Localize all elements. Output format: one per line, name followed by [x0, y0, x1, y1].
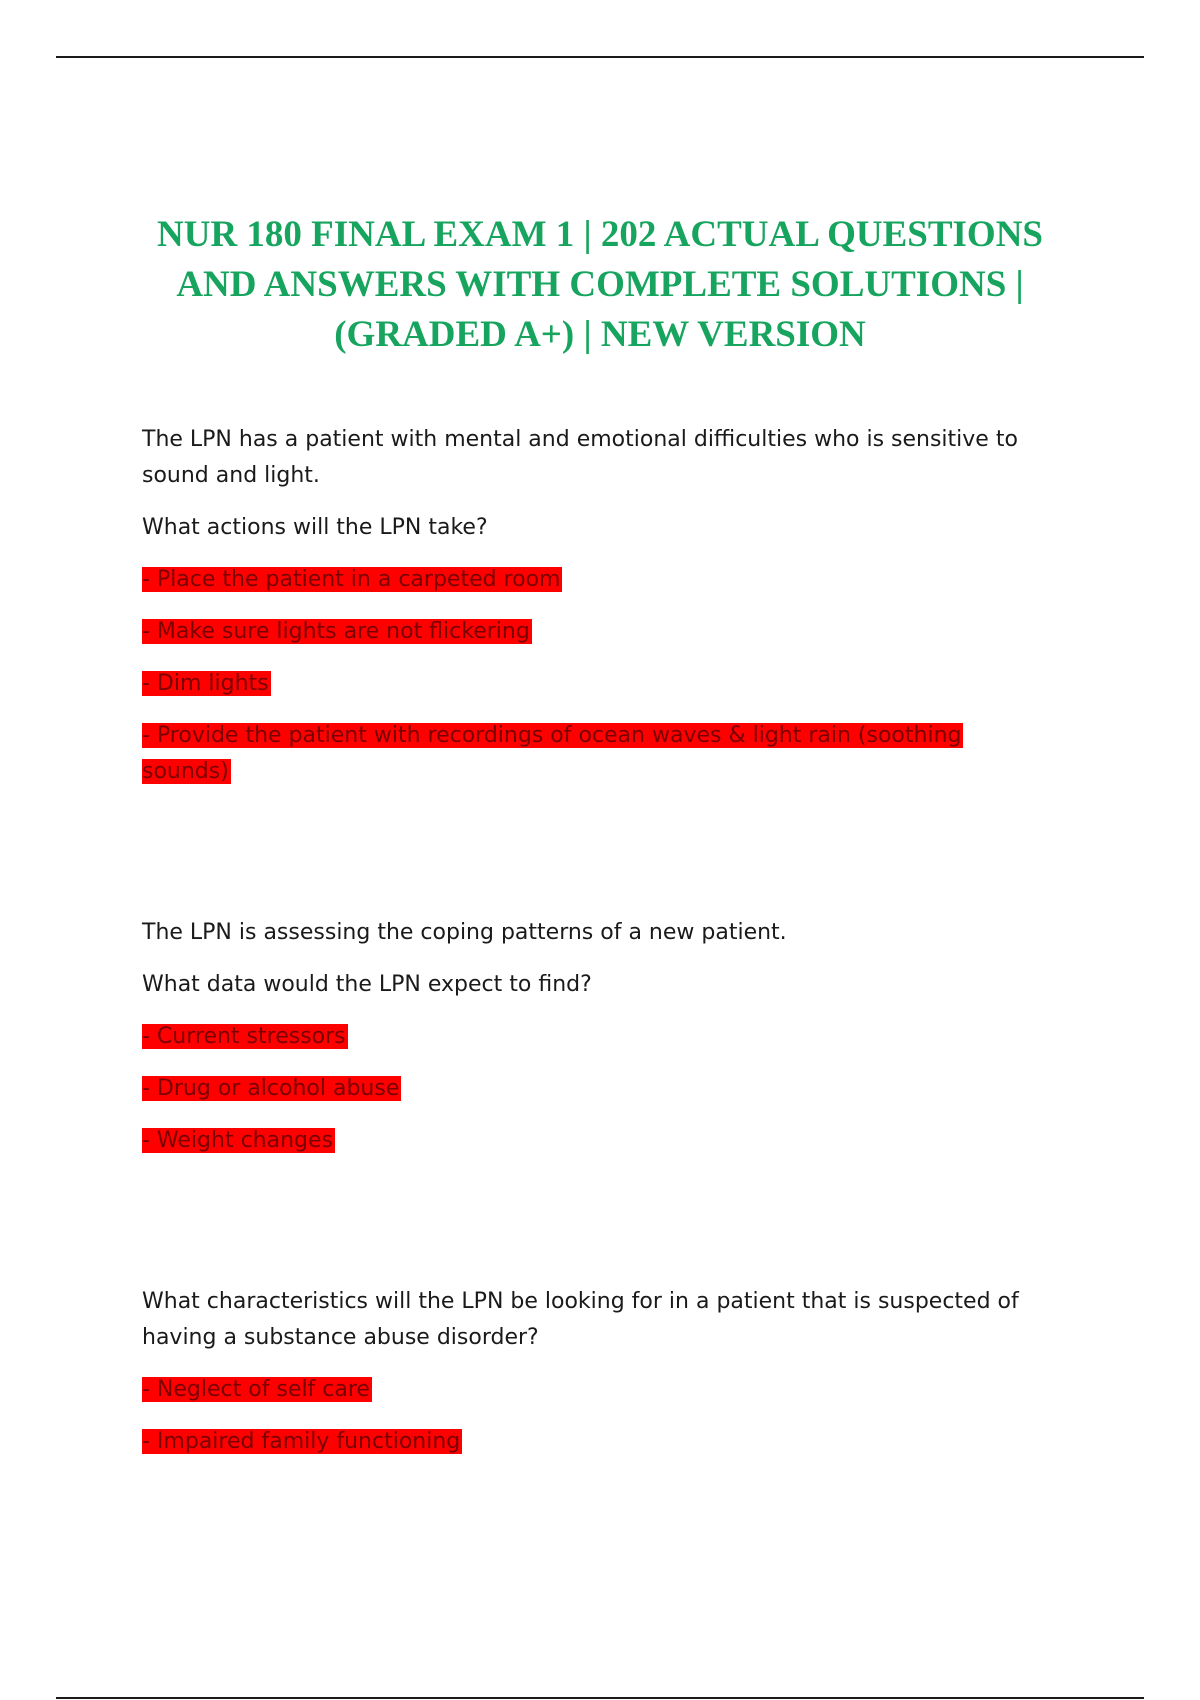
document-title: NUR 180 FINAL EXAM 1 | 202 ACTUAL QUESTIONS AND ANSWERS WITH COMPLETE SOLUTIONS | (GRADED A+) | NEW VERSION	[157, 214, 1043, 355]
answer-item	[142, 562, 1052, 598]
answer-item	[142, 1123, 1052, 1159]
question-stem: The LPN has a patient with mental and emotional difficulties who is sensitive to sound and light.	[142, 427, 1018, 488]
highlighted-answer: - Impaired family functioning	[142, 1429, 461, 1454]
answer-item	[142, 666, 1052, 702]
answer-item	[142, 1424, 1052, 1460]
highlighted-answer: - Provide the patient with recordings of ocean waves & light rain (soothing sounds)	[142, 723, 962, 784]
highlighted-answer: - Make sure lights are not flickering	[142, 619, 530, 644]
highlighted-answer: - Neglect of self care	[142, 1377, 370, 1402]
question-text: What actions will the LPN take?	[142, 515, 488, 540]
question-block-1	[142, 422, 1052, 790]
answer-item	[142, 614, 1052, 650]
question-stem: The LPN is assessing the coping patterns of a new patient.	[142, 920, 787, 945]
question-block-3	[142, 1284, 1052, 1460]
highlighted-answer: - Drug or alcohol abuse	[142, 1076, 400, 1101]
highlighted-answer: - Dim lights	[142, 671, 269, 696]
answer-item	[142, 1372, 1052, 1408]
footer-rule	[56, 1697, 1144, 1699]
highlighted-answer: - Place the patient in a carpeted room	[142, 567, 561, 592]
highlighted-answer: - Current stressors	[142, 1024, 346, 1049]
question-block-2	[142, 915, 1052, 1159]
answer-item	[142, 718, 1052, 790]
answer-list	[142, 1019, 1052, 1159]
highlighted-answer: - Weight changes	[142, 1128, 333, 1153]
answer-list	[142, 562, 1052, 790]
answer-list	[142, 1372, 1052, 1460]
question-stem: What characteristics will the LPN be looking for in a patient that is suspected of having a substance abuse disorder?	[142, 1289, 1019, 1350]
answer-item	[142, 1019, 1052, 1055]
header-rule	[56, 56, 1144, 58]
question-text: What data would the LPN expect to find?	[142, 972, 592, 997]
document-body	[142, 422, 1052, 1476]
answer-item	[142, 1071, 1052, 1107]
